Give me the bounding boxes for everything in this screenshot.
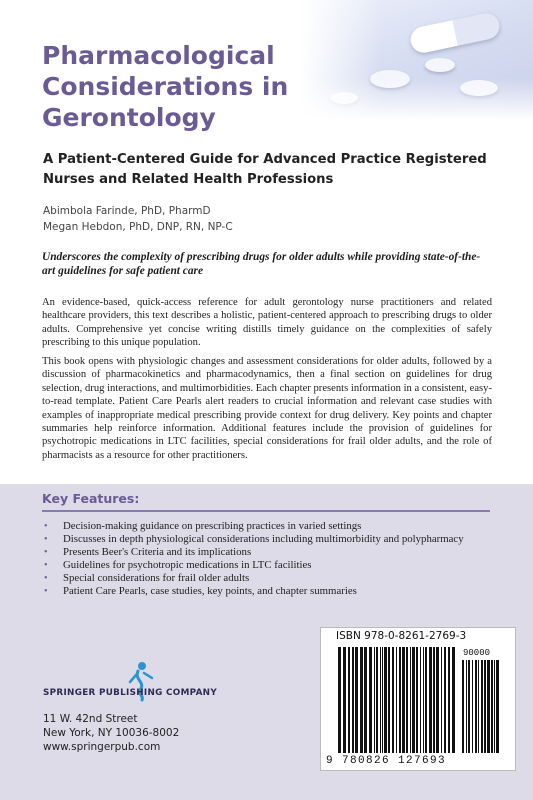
barcode-addon-icon bbox=[462, 660, 502, 753]
barcode-bar bbox=[352, 647, 354, 753]
barcode-bar bbox=[444, 647, 446, 753]
key-features-list bbox=[42, 520, 492, 598]
list-item bbox=[42, 520, 492, 533]
bullet-icon: • bbox=[44, 560, 48, 571]
divider bbox=[42, 510, 490, 512]
bullet-icon: • bbox=[44, 534, 48, 545]
barcode-bar bbox=[496, 660, 499, 753]
key-features-heading: Key Features: bbox=[42, 491, 140, 506]
book-title: Pharmacological Considerations in Gerontology bbox=[42, 41, 289, 132]
barcode-bar bbox=[360, 647, 363, 753]
barcode-bar bbox=[478, 660, 479, 753]
book-subtitle: A Patient-Centered Guide for Advanced Practice Registered Nurses and Related Health Professions bbox=[43, 152, 487, 187]
barcode-bar bbox=[452, 647, 455, 753]
barcode-bar bbox=[410, 647, 411, 753]
barcode-bar bbox=[369, 647, 372, 753]
author-list bbox=[43, 203, 443, 235]
pills-photo bbox=[300, 0, 533, 120]
list-item bbox=[42, 585, 492, 598]
barcode-bar bbox=[487, 660, 490, 753]
tagline: Underscores the complexity of prescribing drugs for older adults while providing state-of-the-art guidelines for safe patient care bbox=[42, 251, 481, 277]
bullet-icon: • bbox=[44, 547, 48, 558]
list-item bbox=[42, 572, 492, 585]
barcode-bar bbox=[402, 647, 405, 753]
barcode-addon-code: 90000 bbox=[463, 648, 491, 658]
barcode-bar bbox=[392, 647, 394, 753]
feature-text: Guidelines for psychotropic medications in LTC facilities bbox=[63, 559, 312, 571]
address-line: 11 W. 42nd Street bbox=[43, 713, 138, 725]
barcode-bar bbox=[420, 647, 421, 753]
publisher-name: SPRINGER PUBLISHING COMPANY bbox=[43, 688, 218, 698]
barcode-bar bbox=[388, 647, 390, 753]
list-item bbox=[42, 546, 492, 559]
barcode-bar bbox=[433, 647, 435, 753]
barcode-bar bbox=[468, 660, 470, 753]
barcode-bar bbox=[396, 647, 397, 753]
barcode-bar bbox=[399, 647, 401, 753]
address-line: New York, NY 10036-8002 bbox=[43, 727, 180, 739]
barcode-bar bbox=[374, 647, 375, 753]
barcode-bar bbox=[491, 660, 493, 753]
barcode-bar bbox=[429, 647, 432, 753]
barcode-bar bbox=[484, 660, 486, 753]
photo-fade bbox=[300, 0, 533, 120]
author-name: Megan Hebdon, PhD, DNP, RN, NP-C bbox=[43, 221, 233, 233]
bullet-icon: • bbox=[44, 586, 48, 597]
barcode-bar bbox=[348, 647, 350, 753]
list-item bbox=[42, 559, 492, 572]
barcode-bar bbox=[472, 660, 473, 753]
barcode-bar bbox=[462, 660, 464, 753]
barcode-digits: 9 780826 127693 bbox=[326, 755, 447, 767]
barcode-bar bbox=[376, 647, 378, 753]
feature-text: Presents Beer's Criteria and its implications bbox=[63, 546, 252, 558]
barcode-bar bbox=[475, 660, 477, 753]
barcode-icon bbox=[338, 647, 457, 753]
barcode-bar bbox=[384, 647, 387, 753]
description-paragraph: This book opens with physiologic changes and assessment considerations for older adults, followed by a discussion of pharmacokinetics and pharmacodynamics, then a final section on guidelines for drug selection, drug interactions, and multimorbidities. Each chapter presents information in a consistent, easy-to-read template. Patient Care Pearls alert readers to crucial information and relevant case studies with examples of inappropriate medical prescribing provide context for drug delivery. Key points and chapter summaries help reinforce information. Additional features include the provision of guidelines for psychotropic medications in LTC facilities, special considerations for frail older adults, and the role of pharmacists as a resource for other practitioners. bbox=[42, 356, 492, 461]
barcode-bar bbox=[481, 660, 483, 753]
feature-text: Special considerations for frail older adults bbox=[63, 572, 250, 584]
barcode-bar bbox=[448, 647, 450, 753]
barcode-bar bbox=[441, 647, 442, 753]
feature-text: Patient Care Pearls, case studies, key points, and chapter summaries bbox=[63, 585, 357, 597]
barcode-bar bbox=[425, 647, 427, 753]
author-name: Abimbola Farinde, PhD, PharmD bbox=[43, 205, 211, 217]
feature-text: Decision-making guidance on prescribing practices in varied settings bbox=[63, 520, 362, 532]
barcode-bar bbox=[466, 660, 467, 753]
barcode-bar bbox=[338, 647, 341, 753]
bullet-icon: • bbox=[44, 521, 48, 532]
barcode-bar bbox=[355, 647, 358, 753]
barcode-bar bbox=[412, 647, 415, 753]
isbn-label: ISBN 978-0-8261-2769-3 bbox=[336, 630, 467, 642]
barcode-bar bbox=[364, 647, 367, 753]
feature-text: Discusses in depth physiological considerations including multimorbidity and polypharmacy bbox=[63, 533, 464, 545]
barcode-bar bbox=[382, 647, 383, 753]
barcode-bar bbox=[416, 647, 418, 753]
barcode-bar bbox=[423, 647, 424, 753]
publisher-url: www.springerpub.com bbox=[43, 741, 161, 753]
barcode-bar bbox=[494, 660, 495, 753]
barcode-bar bbox=[380, 647, 381, 753]
barcode-bar bbox=[436, 647, 439, 753]
publisher-address bbox=[43, 712, 243, 754]
bullet-icon: • bbox=[44, 573, 48, 584]
description-paragraph: An evidence-based, quick-access reference for adult gerontology nurse practitioners and related healthcare providers, this text describes a holistic, patient-centered approach to prescribing drugs to older adults. Comprehensive yet concise writing distills timely guidance on the complexities of safely prescribing to this unique population. bbox=[42, 297, 492, 349]
barcode-bar bbox=[406, 647, 408, 753]
barcode-bar bbox=[343, 647, 346, 753]
list-item bbox=[42, 533, 492, 546]
